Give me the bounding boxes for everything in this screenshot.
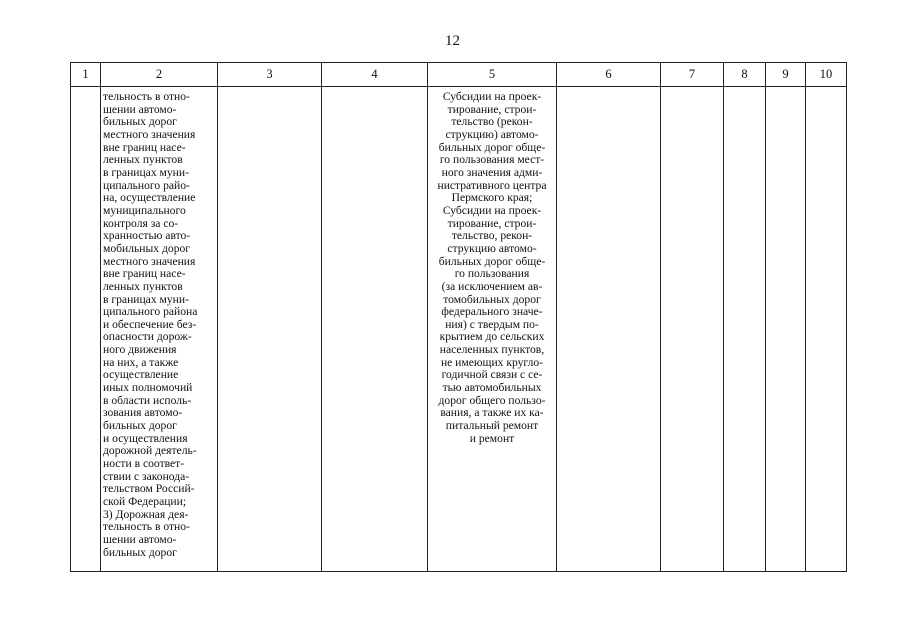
text-line: иных полномочий (103, 381, 193, 395)
text-line: ствии с законода- (103, 469, 190, 483)
text-line: вне границ насе- (103, 267, 186, 281)
column-header-9: 9 (766, 63, 806, 87)
text-line: на них, а также (103, 355, 179, 369)
text-line: в границах муни- (103, 292, 189, 306)
text-line: тирование, строи- (447, 216, 537, 230)
cell-col-2 (101, 87, 218, 572)
page-number: 12 (445, 33, 460, 49)
text-line: зования автомо- (103, 406, 183, 420)
text-line: (за исключением ав- (441, 279, 543, 293)
text-line: ципального района (103, 305, 198, 319)
text-line: тельство (рекон- (451, 115, 533, 129)
text-line: и ремонт (469, 431, 515, 445)
text-line: в границах муни- (103, 165, 189, 179)
text-line: бильных дорог (103, 115, 177, 129)
text-line: Субсидии на проек- (442, 90, 542, 103)
column-header-6: 6 (557, 63, 661, 87)
text-line: Субсидии на проек- (442, 203, 542, 217)
text-line: хранностью авто- (103, 229, 191, 243)
document-table (70, 62, 847, 572)
text-line: тельность в отно- (103, 520, 190, 534)
text-line: ности в соответ- (103, 457, 185, 471)
column-header-4: 4 (322, 63, 428, 87)
text-line: Пермского края; (451, 191, 533, 205)
text-line: на, осуществление (103, 191, 196, 205)
cell-col-4 (322, 87, 428, 572)
text-line: ния) с твердым по- (445, 317, 539, 331)
column-header-5: 5 (428, 63, 557, 87)
text-line: вне границ насе- (103, 140, 186, 154)
text-line: и обеспечение без- (103, 317, 197, 331)
cell-col-8 (724, 87, 766, 572)
column-header-3: 3 (218, 63, 322, 87)
text-line: контроля за со- (103, 216, 179, 230)
text-line: го пользования мест- (439, 153, 545, 167)
text-line: крытием до сельских (439, 330, 545, 344)
text-line: и осуществления (103, 431, 188, 445)
text-line: тирование, строи- (447, 102, 537, 116)
text-line: струкцию) автомо- (445, 127, 539, 141)
text-line: осуществление (103, 368, 179, 382)
text-line: муниципального (103, 203, 186, 217)
text-line: в области исполь- (103, 393, 192, 407)
text-line: местного значения (103, 254, 196, 268)
text-line: ской Федерации; (103, 495, 187, 508)
text-line: тью автомобильных (442, 381, 542, 395)
text-line: питальный ремонт (445, 419, 539, 433)
text-line: ленных пунктов (103, 279, 183, 293)
text-line: дорог общего пользо- (438, 393, 546, 407)
text-line: шении автомо- (103, 102, 177, 116)
text-line: нистративного центра (437, 178, 547, 192)
text-line: ного движения (103, 343, 177, 357)
cell-col-5 (428, 87, 557, 572)
text-line: бильных дорог (103, 419, 177, 433)
text-line: ципального райо- (103, 178, 190, 192)
cell-col-5-text (428, 87, 556, 445)
text-line: бильных дорог (103, 545, 177, 559)
cell-col-1 (71, 87, 101, 572)
text-line: струкцию автомо- (447, 241, 537, 255)
text-line: тельство, рекон- (451, 229, 533, 243)
text-line: тельность в отно- (103, 90, 190, 103)
column-header-10: 10 (806, 63, 847, 87)
text-line: бильных дорог обще- (438, 140, 546, 154)
text-line: опасности дорож- (103, 330, 192, 344)
text-line: го пользования (454, 267, 530, 281)
cell-col-2-text (101, 87, 217, 559)
text-line: вания, а также их ка- (440, 406, 544, 420)
column-header-7: 7 (661, 63, 724, 87)
column-header-2: 2 (101, 63, 218, 87)
text-line: томобильных дорог (443, 292, 541, 306)
column-header-8: 8 (724, 63, 766, 87)
column-header-1: 1 (71, 63, 101, 87)
text-line: 3) Дорожная дея- (103, 507, 189, 521)
text-line: не имеющих кругло- (440, 355, 544, 369)
text-line: населенных пунктов, (439, 343, 545, 357)
cell-col-10 (806, 87, 847, 572)
cell-col-9 (766, 87, 806, 572)
text-line: дорожной деятель- (103, 444, 197, 458)
header-row (71, 63, 847, 87)
text-line: тельством Россий- (103, 482, 195, 496)
text-line: ного значения адми- (441, 165, 543, 179)
cell-col-7 (661, 87, 724, 572)
text-line: ленных пунктов (103, 153, 183, 167)
table-row (71, 87, 847, 572)
text-line: годичной связи с се- (441, 368, 543, 382)
text-line: федерального значе- (441, 305, 543, 319)
text-line: бильных дорог обще- (438, 254, 546, 268)
cell-col-6 (557, 87, 661, 572)
text-line: местного значения (103, 127, 196, 141)
text-line: шении автомо- (103, 532, 177, 546)
text-line: мобильных дорог (103, 241, 191, 255)
cell-col-3 (218, 87, 322, 572)
